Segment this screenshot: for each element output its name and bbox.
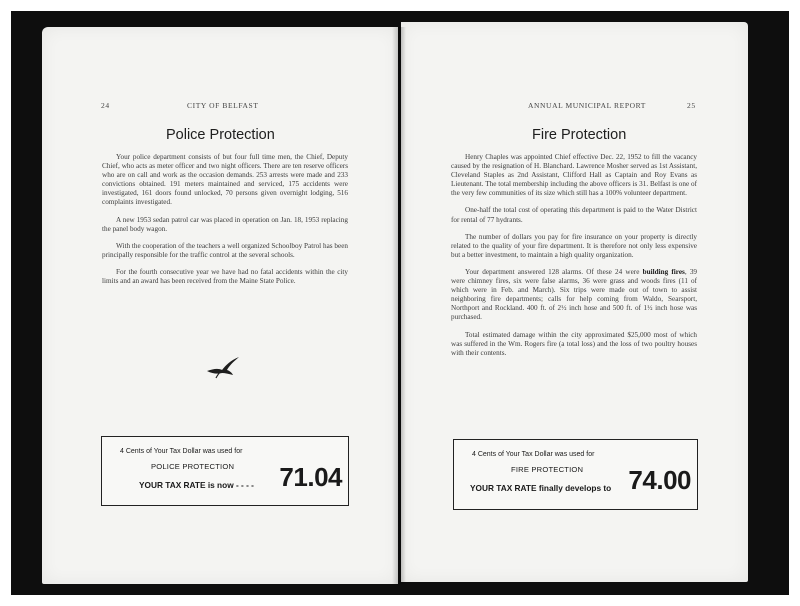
tax-box-line1: 4 Cents of Your Tax Dollar was used for <box>120 448 243 455</box>
fire-paragraph: One-half the total cost of operating this department is paid to the Water District for rental of 77 hydrants. <box>451 206 697 224</box>
tax-box-line1: 4 Cents of Your Tax Dollar was used for <box>472 451 595 458</box>
alarms-text-before: Your department answered 128 alarms. Of these 24 were <box>465 267 643 276</box>
fire-paragraph: Total estimated damage within the city approximated $25,000 most of which was suffered in the Wm. Rogers fire (a total loss) and the loss of two poultry houses with their contents. <box>451 330 697 357</box>
building-fires-bold: building fires <box>642 267 685 276</box>
tax-box-rate-label: YOUR TAX RATE finally develops to <box>470 483 612 493</box>
book-gutter <box>392 27 406 584</box>
right-page-number: 25 <box>687 101 696 110</box>
police-paragraph: Your police department consists of but four full time men, the Chief, Deputy Chief, who acts as meter officer and two night officers. There are ten reserve officers who are on call and work as the occasion demands. 253 arrests were made and 233 convictions obtained. 191 meters maintained and serviced, 175 accidents were investigated, 161 doors found unlocked, 70 persons given overnight lodging, 516 complaints investigated. <box>102 153 348 207</box>
police-paragraph: For the fourth consecutive year we have had no fatal accidents within the city limits and an award has been received from the Maine State Police. <box>102 267 348 286</box>
police-protection-title: Police Protection <box>166 127 275 143</box>
fire-paragraph: Henry Chaples was appointed Chief effective Dec. 22, 1952 to fill the vacancy caused by the resignation of H. Blanchard. Lawrence Mosher served as 1st Assistant, Cleveland Staples as 2nd Assistant, Clifford Hall as Captain and Roy Evans as Lieutenant. The total membership including the above officers is 31. Belfast is one of the very few communities of its size which still has a 100% volunteer department. <box>451 153 697 198</box>
tax-box-category: POLICE PROTECTION <box>151 462 235 471</box>
tax-rate-value: 71.04 <box>279 462 342 492</box>
police-tax-box <box>101 436 349 506</box>
police-paragraph: A new 1953 sedan patrol car was placed in operation on Jan. 18, 1953 replacing the panel body wagon. <box>102 215 348 233</box>
left-page-number: 24 <box>101 101 110 110</box>
alarms-text-after: , 39 were chimney fires, six were false alarms, 36 were grass and woods fires (11 of which were in Feb. and March). Six trips were made out of town to assist neighboring fire departments; calls for help coming from Waldo, Searsport, Northport and Rockland. 400 ft. of 2½ inch hose and 500 ft. of 1½ inch hose was purchased. <box>451 267 697 322</box>
fire-alarms-paragraph <box>451 268 697 323</box>
fire-tax-box <box>453 439 698 510</box>
tax-rate-value: 74.00 <box>628 465 691 495</box>
fire-body-text <box>451 153 697 366</box>
tax-box-rate-label: YOUR TAX RATE is now - - - - <box>139 480 254 490</box>
tax-box-category: FIRE PROTECTION <box>511 465 584 474</box>
seagull-icon <box>205 355 241 379</box>
police-paragraph: With the cooperation of the teachers a well organized Schoolboy Patrol has been principally responsible for the traffic control at the several schools. <box>102 241 348 259</box>
fire-paragraph: The number of dollars you pay for fire insurance on your property is directly related to the quality of your fire department. It is therefore not only less expensive but a better investment, to maintain a high quality organization. <box>451 232 697 259</box>
left-running-head: CITY OF BELFAST <box>187 101 259 110</box>
police-body-text <box>102 153 348 294</box>
fire-protection-title: Fire Protection <box>532 127 627 143</box>
right-running-head: ANNUAL MUNICIPAL REPORT <box>528 101 646 110</box>
